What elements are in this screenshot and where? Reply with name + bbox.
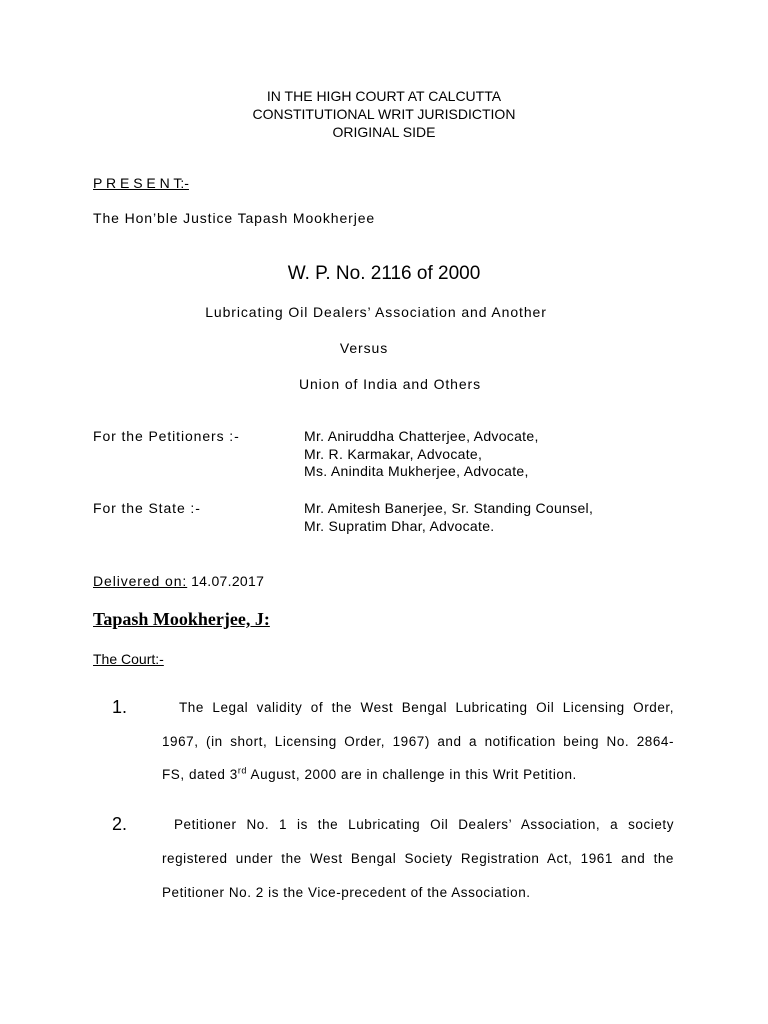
delivered-label: Delivered on: [93, 573, 188, 589]
jurisdiction: CONSTITUTIONAL WRIT JURISDICTION [252, 106, 516, 122]
paragraph-line [162, 767, 674, 782]
paragraph-text: August, 2000 are in challenge in this Writ Petition. [246, 767, 577, 782]
state-counsel: Mr. Supratim Dhar, Advocate. [304, 518, 495, 534]
court-name: IN THE HIGH COURT AT CALCUTTA [266, 88, 502, 104]
petitioner-counsel: Mr. R. Karmakar, Advocate, [304, 446, 483, 462]
paragraph-line: Petitioner No. 2 is the Vice-precedent of the Association. [162, 885, 531, 900]
paragraph-number: 1. [112, 697, 128, 717]
petitioners-label: For the Petitioners :- [93, 428, 240, 444]
paragraph-line: Petitioner No. 1 is the Lubricating Oil Dealers’ Association, a society [174, 817, 674, 832]
state-counsel: Mr. Amitesh Banerjee, Sr. Standing Counsel, [304, 500, 594, 516]
state-label: For the State :- [93, 500, 201, 516]
paragraph-text: FS, dated 3 [162, 767, 238, 782]
respondent-party: Union of India and Others [298, 376, 482, 392]
versus-label: Versus [339, 340, 389, 356]
petitioner-party: Lubricating Oil Dealers’ Association and Another [205, 304, 547, 320]
paragraph-line: registered under the West Bengal Society Registration Act, 1961 and the [162, 851, 674, 866]
delivered-line [93, 573, 264, 589]
delivered-date: 14.07.2017 [191, 573, 265, 589]
paragraph-line: 1967, (in short, Licensing Order, 1967) and a notification being No. 2864- [162, 734, 674, 749]
present-label: P R E S E N T:- [93, 175, 189, 191]
ordinal-suffix: rd [237, 765, 247, 776]
side: ORIGINAL SIDE [332, 124, 436, 140]
bench: The Hon’ble Justice Tapash Mookherjee [93, 210, 376, 226]
paragraph-line: The Legal validity of the West Bengal Lubricating Oil Licensing Order, [179, 700, 674, 715]
case-number: W. P. No. 2116 of 2000 [287, 263, 481, 284]
court-label: The Court:- [93, 651, 164, 667]
judge-heading: Tapash Mookherjee, J: [93, 609, 270, 629]
petitioner-counsel: Mr. Aniruddha Chatterjee, Advocate, [304, 428, 539, 444]
petitioner-counsel: Ms. Anindita Mukherjee, Advocate, [304, 463, 529, 479]
paragraph-number: 2. [112, 814, 128, 834]
